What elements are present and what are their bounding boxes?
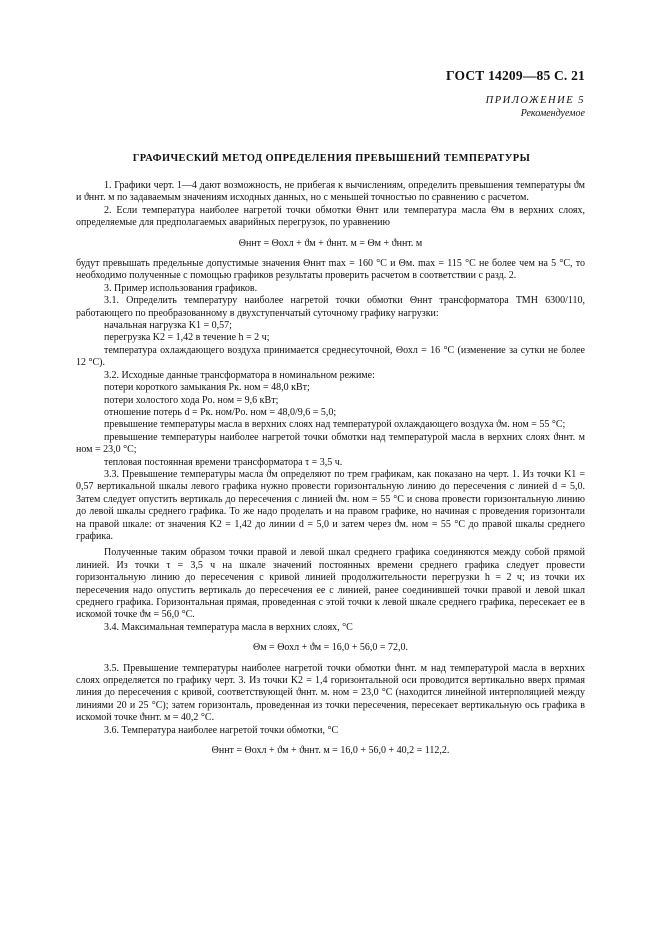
list-item-time-constant: тепловая постоянная времени трансформатора τ = 3,5 ч. (104, 456, 343, 468)
paragraph-3-4: 3.4. Максимальная температура масла в верхних слоях, °С (104, 621, 353, 633)
equation-hotspot-temperature: Θннт = Θохл + ϑм + ϑннт. м = 16,0 + 56,0 + 40,2 = 112,2. (211, 745, 450, 757)
paragraph-3-3-continued: Полученные таким образом точки правой и левой шкал среднего графика соединяются между собой прямой линией. Из точки τ = 3,5 ч на шкале значений постоянных времени среднего графика следует провести горизонтальную линию до пересечения с кривой линией продолжительности перегрузки h = 2 ч; из точки их пересечения надо опустить вертикаль до пересечения ее с линией, ранее соединившей точки правой и левой шкал среднего графика. Горизонтальная прямая, проведенная с этой точки к левой шкале среднего графика, пересекает ее в искомой точке ϑм = 56,0 °С. (76, 547, 585, 621)
appendix-status: Рекомендуемое (520, 108, 585, 119)
list-item-hotspot-rise: превышение температуры наиболее нагретой точки обмотки над температурой масла в верхних слоях ϑннт. м ном = 23,0 °С; (76, 431, 585, 456)
list-item-loss-ratio: отношение потерь d = Pк. ном/Pо. ном = 48,0/9,6 = 5,0; (104, 406, 337, 418)
paragraph-3-3: 3.3. Превышение температуры масла ϑм определяют по трем графикам, как показано на черт. 1. Из точки K1 = 0,57 вертикальной шкалы левого графика нужно провести горизонтальную линию до пересечения с линией d = 5,0. Затем следует опустить вертикаль до пересечения с линией ϑм. ном = 55 °С и снова провести горизонтальную линию до левой шкалы среднего графика. То же надо проделать и на правом графике, но начиная с проведения горизонтали на правой шкале: от значения K2 = 1,42 до линии d = 5,0 и затем через ϑм. ном = 55 °С до правой шкалы среднего графика. (76, 468, 585, 542)
equation-total-temperature: Θннт = Θохл + ϑм + ϑннт. м = Θм + ϑннт. м (238, 237, 423, 249)
section-title: ГРАФИЧЕСКИЙ МЕТОД ОПРЕДЕЛЕНИЯ ПРЕВЫШЕНИЙ ТЕМПЕРАТУРЫ (132, 153, 531, 164)
standard-page-header: ГОСТ 14209—85 С. 21 (446, 68, 585, 83)
list-item-no-load-losses: потери холостого хода Pо. ном = 9,6 кВт; (104, 394, 279, 406)
document-body (76, 180, 585, 765)
paragraph-3-1: 3.1. Определить температуру наиболее нагретой точки обмотки Θннт трансформатора ТМН 6300/110, работающего по преобразованному в двухступенчатый суточному графику нагрузки: (76, 295, 585, 319)
appendix-label: ПРИЛОЖЕНИЕ 5 (485, 95, 585, 106)
list-item-short-circuit-losses: потери короткого замыкания Pк. ном = 48,0 кВт; (104, 382, 310, 394)
list-item-oil-rise: превышение температуры масла в верхних слоях над температурой охлаждающего воздуха ϑм. ном = 55 °С; (104, 419, 566, 431)
list-item-overload: перегрузка K2 = 1,42 в течение h = 2 ч; (104, 332, 270, 344)
paragraph-3-5: 3.5. Превышение температуры наиболее нагретой точки обмотки ϑннт. м над температурой масла в верхних слоях определяется по графику черт. 3. Из точки K2 = 1,4 горизонтальной оси проводится вертикально вверх прямая линия до пересечения с кривой, соответствующей ϑннт. м. ном = 23,0 °С (находится линейной интерполяцией между линиями 20 и 25 °С); затем горизонталь, проведенная из точки пересечения, пересекает вертикальную ось графика в искомой точке ϑннт. м = 40,2 °С. (76, 662, 585, 724)
paragraph-limits: будут превышать предельные допустимые значения Θннт max = 160 °С и Θм. max = 115 °С не более чем на 5 °С, то необходимо полученные с помощью графиков результаты проверить расчетом в соответствии с разд. 2. (76, 258, 585, 282)
paragraph-2: 2. Если температура наиболее нагретой точки обмотки Θннт или температура масла Θм в верхних слоях, определяемые для предполагаемых аварийных перегрузок, по уравнению (76, 204, 585, 229)
equation-oil-temperature: Θм = Θохл + ϑм = 16,0 + 56,0 = 72,0. (253, 642, 408, 654)
paragraph-3-2: 3.2. Исходные данные трансформатора в номинальном режиме: (104, 369, 375, 381)
paragraph-1: 1. Графики черт. 1—4 дают возможность, не прибегая к вычислениям, определить превышения температуры ϑм и ϑннт. м по задаваемым значениям исходных данных, но с меньшей точностью по сравнению с расчетом. (76, 180, 585, 204)
list-item-cooling-air: температура охлаждающего воздуха принимается среднесуточной, Θохл = 16 °С (изменение за сутки не более 12 °С). (76, 344, 585, 369)
paragraph-3: 3. Пример использования графиков. (104, 282, 258, 294)
paragraph-3-6: 3.6. Температура наиболее нагретой точки обмотки, °С (104, 724, 339, 736)
list-item-initial-load: начальная нагрузка K1 = 0,57; (104, 320, 232, 332)
